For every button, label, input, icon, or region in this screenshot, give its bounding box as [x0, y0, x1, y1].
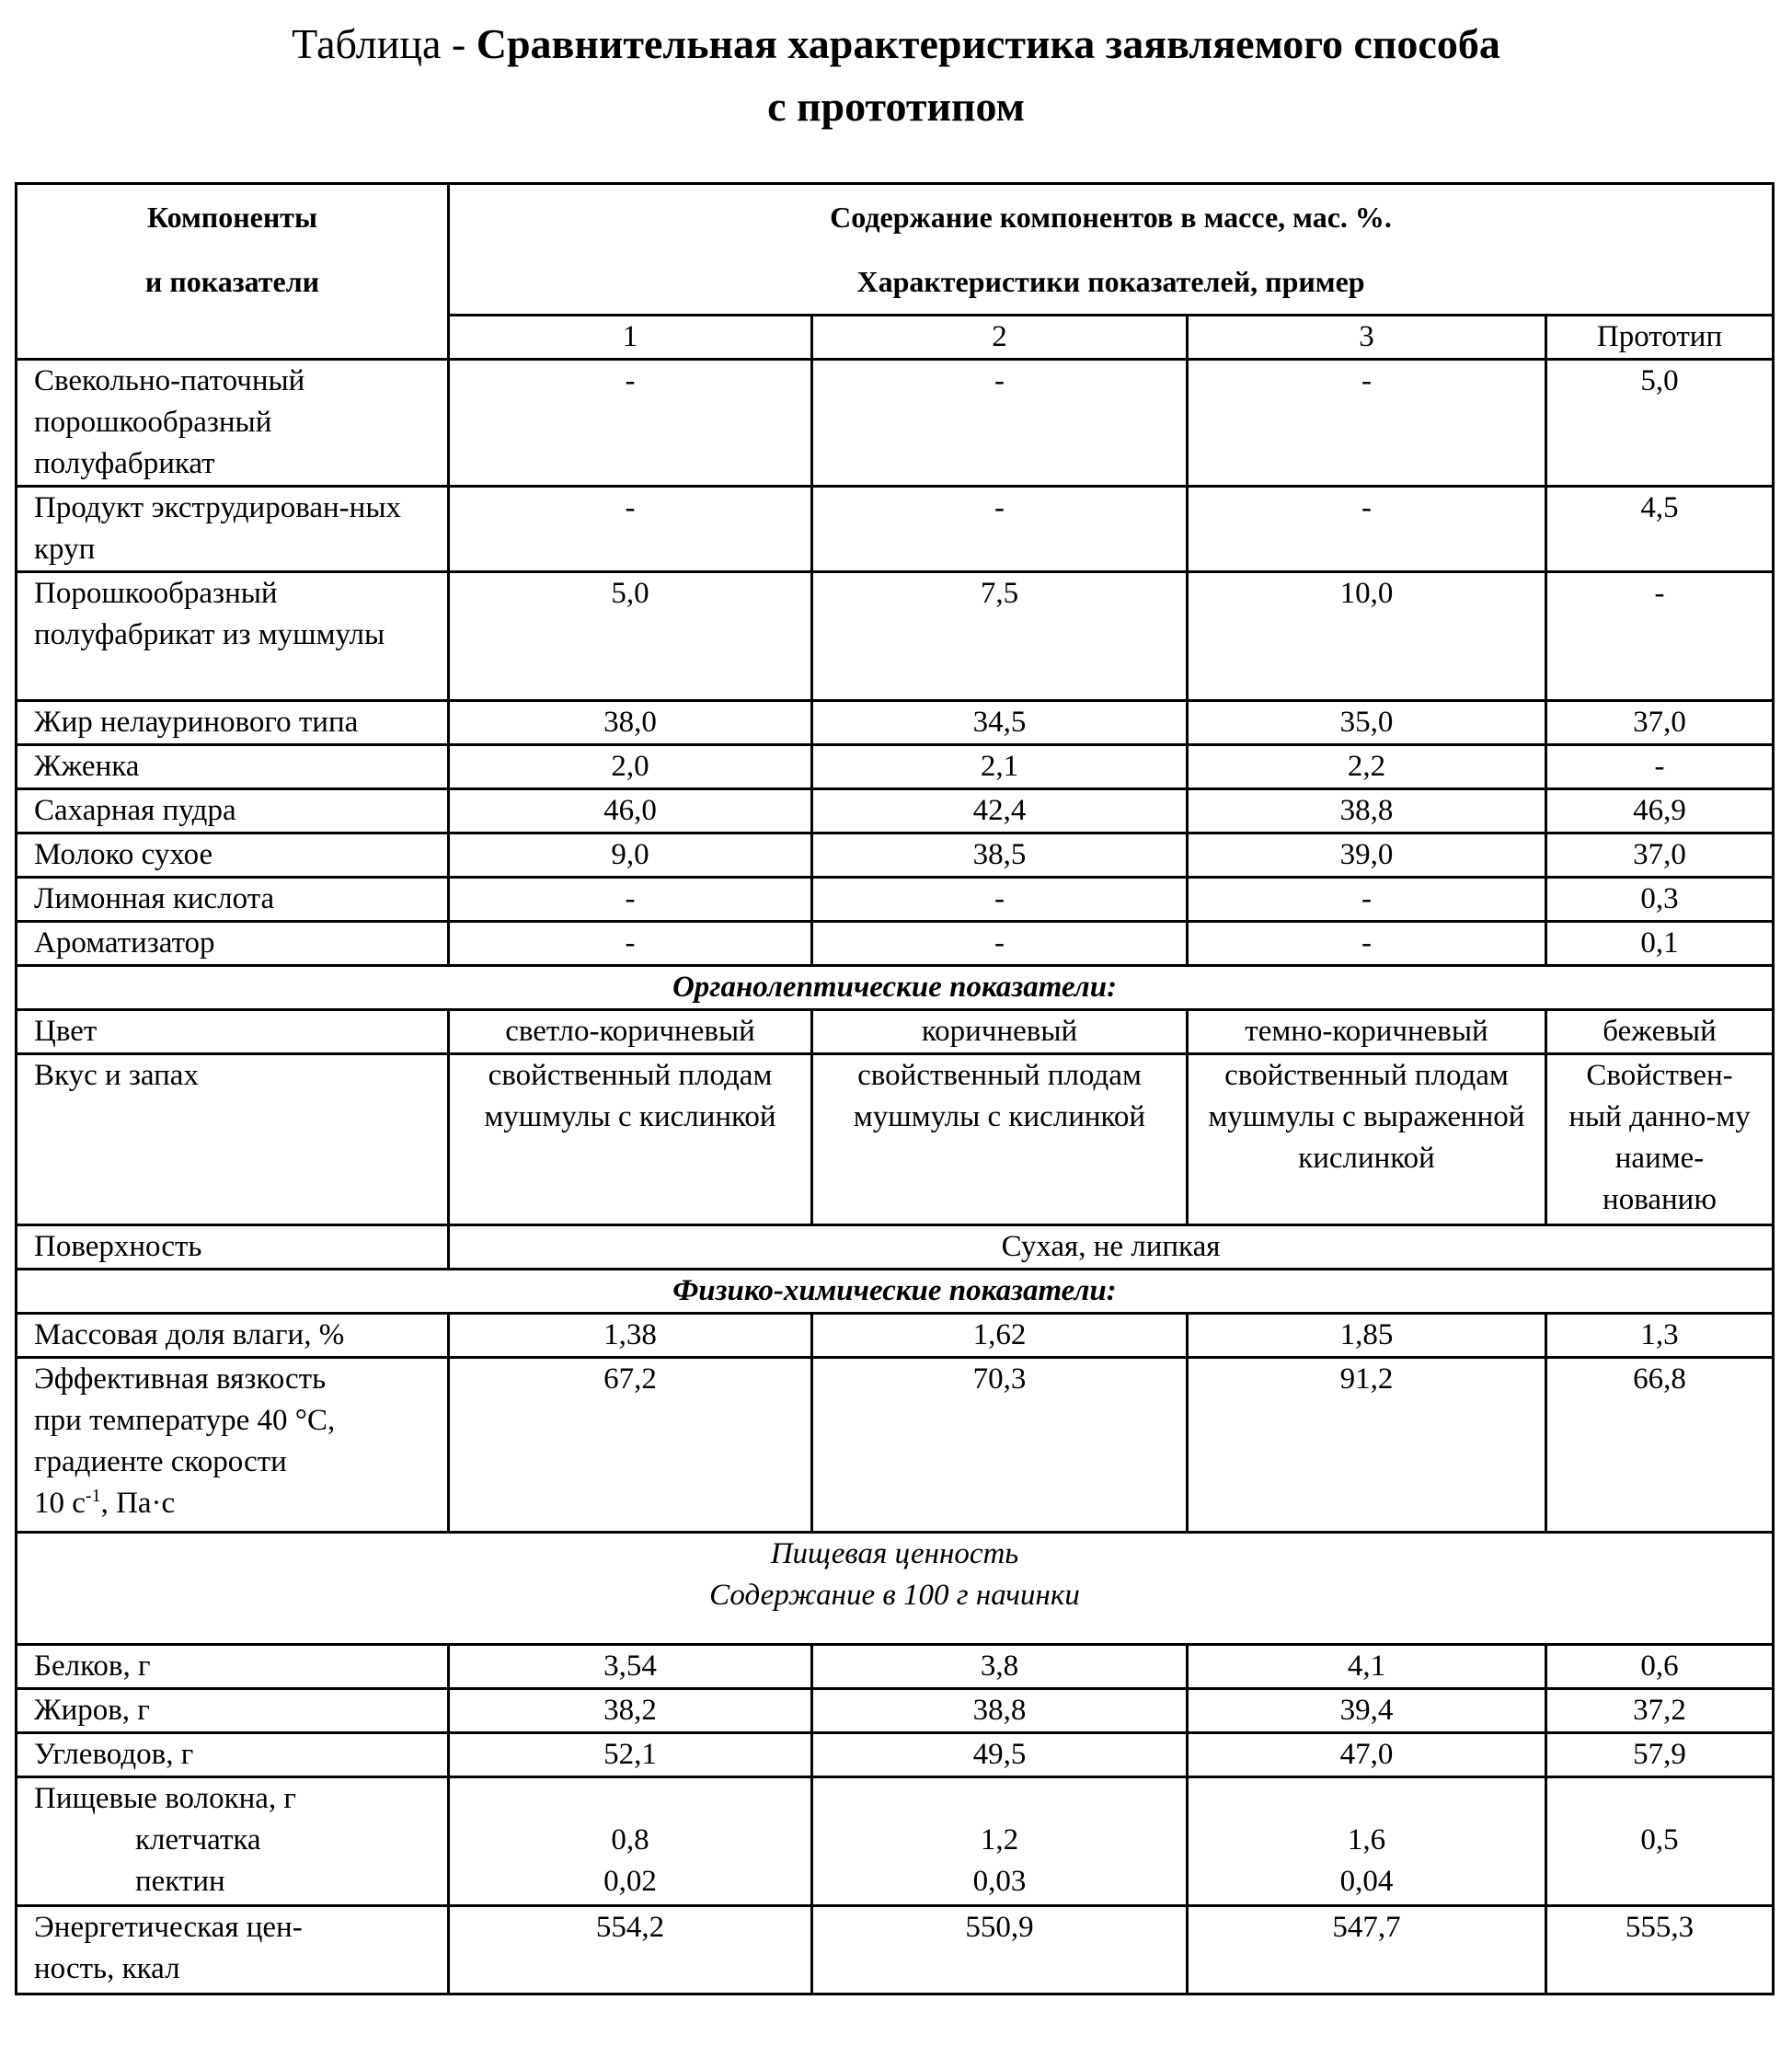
value-cell: 67,2 [449, 1358, 812, 1533]
value-cell: 550,9 [812, 1906, 1188, 1994]
value-cell: 39,4 [1188, 1689, 1546, 1733]
value-cell: 555,3 [1546, 1906, 1774, 1994]
row-label: Поверхность [17, 1225, 449, 1270]
table-row [17, 360, 1774, 487]
value-cell: 0,1 [1546, 922, 1774, 966]
row-label: Сахарная пудра [17, 789, 449, 833]
value-cell: 0,6 [1546, 1645, 1774, 1689]
table-row [17, 572, 1774, 701]
row-label: Цвет [17, 1010, 449, 1054]
row-label: Белков, г [17, 1645, 449, 1689]
value-cell: 1,2 0,03 [812, 1777, 1188, 1906]
value-cell: - [812, 878, 1188, 922]
value-cell: 3,8 [812, 1645, 1188, 1689]
value-cell: свойственный плодам мушмулы с кислинкой [449, 1054, 812, 1225]
value-cell: 2,2 [1188, 745, 1546, 789]
value-cell: светло-коричневый [449, 1010, 812, 1054]
value-cell: 9,0 [449, 833, 812, 878]
value-cell: Сухая, не липкая [449, 1225, 1774, 1270]
value-cell: 4,5 [1546, 487, 1774, 572]
row-label: Жиров, г [17, 1689, 449, 1733]
section-row [17, 1270, 1774, 1314]
row-label: Порошкообразный полуфабрикат из мушмулы [17, 572, 449, 701]
value-cell: 37,0 [1546, 701, 1774, 745]
value-cell: 70,3 [812, 1358, 1188, 1533]
value-cell: 554,2 [449, 1906, 812, 1994]
table-row [17, 1777, 1774, 1906]
table-row [17, 1225, 1774, 1270]
table-row [17, 1358, 1774, 1533]
value-cell: 0,5 [1546, 1777, 1774, 1906]
value-cell: 34,5 [812, 701, 1188, 745]
value-cell: 46,9 [1546, 789, 1774, 833]
value-cell: 4,1 [1188, 1645, 1546, 1689]
header-components: Компоненты и показатели [17, 184, 449, 360]
row-label: Углеводов, г [17, 1733, 449, 1777]
value-cell: 52,1 [449, 1733, 812, 1777]
value-cell: 66,8 [1546, 1358, 1774, 1533]
value-cell: 49,5 [812, 1733, 1188, 1777]
row-label: Продукт экструдирован-ных круп [17, 487, 449, 572]
value-cell: - [1188, 922, 1546, 966]
value-cell: 38,8 [1188, 789, 1546, 833]
row-label: Ароматизатор [17, 922, 449, 966]
value-cell: 2,0 [449, 745, 812, 789]
value-cell: 547,7 [1188, 1906, 1546, 1994]
value-cell: 1,62 [812, 1314, 1188, 1358]
table-row [17, 701, 1774, 745]
value-cell: - [1188, 487, 1546, 572]
value-cell: - [812, 922, 1188, 966]
value-cell: - [1546, 572, 1774, 701]
value-cell: свойственный плодам мушмулы с кислинкой [812, 1054, 1188, 1225]
row-label: Массовая доля влаги, % [17, 1314, 449, 1358]
value-cell: 1,85 [1188, 1314, 1546, 1358]
value-cell: 39,0 [1188, 833, 1546, 878]
header-content: Содержание компонентов в массе, мас. %. Характеристики показателей, пример [449, 184, 1774, 316]
value-cell: - [812, 487, 1188, 572]
title-main: Сравнительная характеристика заявляемого способа [477, 20, 1500, 67]
table-row [17, 745, 1774, 789]
value-cell: коричневый [812, 1010, 1188, 1054]
table-row [17, 1054, 1774, 1225]
value-cell: - [1546, 745, 1774, 789]
value-cell: - [449, 487, 812, 572]
value-cell: 1,38 [449, 1314, 812, 1358]
section-title-nutrition: Пищевая ценность Содержание в 100 г начинки [17, 1533, 1774, 1645]
value-cell: 0,3 [1546, 878, 1774, 922]
value-cell: 2,1 [812, 745, 1188, 789]
value-cell: 38,0 [449, 701, 812, 745]
value-cell: 0,8 0,02 [449, 1777, 812, 1906]
value-cell: - [449, 878, 812, 922]
title-line2: с прототипом [0, 75, 1792, 138]
value-cell: 1,6 0,04 [1188, 1777, 1546, 1906]
row-label: Эффективная вязкость при температуре 40 °С, градиенте скорости 10 с-1, Па·с [17, 1358, 449, 1533]
section-row [17, 1533, 1774, 1645]
row-label: Вкус и запах [17, 1054, 449, 1225]
row-label: Энергетическая цен- ность, ккал [17, 1906, 449, 1994]
value-cell: 38,8 [812, 1689, 1188, 1733]
table-row [17, 1733, 1774, 1777]
value-cell: 37,2 [1546, 1689, 1774, 1733]
value-cell: 38,2 [449, 1689, 812, 1733]
value-cell: 38,5 [812, 833, 1188, 878]
table-row [17, 1010, 1774, 1054]
table-row [17, 1314, 1774, 1358]
value-cell: 57,9 [1546, 1733, 1774, 1777]
value-cell: - [1188, 360, 1546, 487]
table-row [17, 1906, 1774, 1994]
table-row [17, 487, 1774, 572]
value-cell: 10,0 [1188, 572, 1546, 701]
value-cell: 91,2 [1188, 1358, 1546, 1533]
value-cell: темно-коричневый [1188, 1010, 1546, 1054]
column-header: 1 [449, 316, 812, 360]
row-label: Лимонная кислота [17, 878, 449, 922]
value-cell: 5,0 [449, 572, 812, 701]
table-row [17, 1645, 1774, 1689]
column-header: Прототип [1546, 316, 1774, 360]
column-header: 2 [812, 316, 1188, 360]
table-row [17, 878, 1774, 922]
value-cell: 5,0 [1546, 360, 1774, 487]
value-cell: 1,3 [1546, 1314, 1774, 1358]
row-label: Свекольно-паточный порошкообразный полуфабрикат [17, 360, 449, 487]
table-row [17, 1689, 1774, 1733]
value-cell: - [449, 360, 812, 487]
row-label: Жир нелауринового типа [17, 701, 449, 745]
column-header: 3 [1188, 316, 1546, 360]
header-row [17, 184, 1774, 316]
value-cell: 37,0 [1546, 833, 1774, 878]
row-label: Жженка [17, 745, 449, 789]
value-cell: бежевый [1546, 1010, 1774, 1054]
section-title-organoleptic: Органолептические показатели: [17, 966, 1774, 1010]
value-cell: свойственный плодам мушмулы с выраженной кислинкой [1188, 1054, 1546, 1225]
value-cell: 47,0 [1188, 1733, 1546, 1777]
table-row [17, 789, 1774, 833]
section-title-physchem: Физико-химические показатели: [17, 1270, 1774, 1314]
value-cell: 46,0 [449, 789, 812, 833]
value-cell: - [1188, 878, 1546, 922]
row-label: Пищевые волокна, г клетчатка пектин [17, 1777, 449, 1906]
value-cell: - [812, 360, 1188, 487]
value-cell: - [449, 922, 812, 966]
table-row [17, 833, 1774, 878]
section-row [17, 966, 1774, 1010]
value-cell: Свойствен-ный данно-му наиме-нованию [1546, 1054, 1774, 1225]
value-cell: 7,5 [812, 572, 1188, 701]
value-cell: 42,4 [812, 789, 1188, 833]
value-cell: 3,54 [449, 1645, 812, 1689]
row-label: Молоко сухое [17, 833, 449, 878]
value-cell: 35,0 [1188, 701, 1546, 745]
title-prefix: Таблица - [292, 20, 477, 67]
comparison-table [15, 182, 1775, 1995]
table-title [0, 13, 1792, 138]
table-row [17, 922, 1774, 966]
